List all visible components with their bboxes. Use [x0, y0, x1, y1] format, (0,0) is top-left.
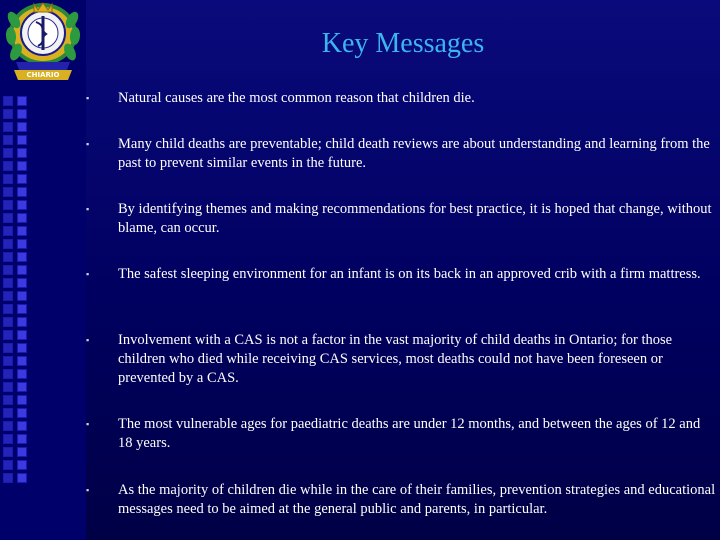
decorative-square	[3, 252, 13, 262]
decorative-square	[3, 174, 13, 184]
decorative-square-strip	[3, 96, 27, 492]
decorative-square	[3, 382, 13, 392]
decorative-square	[17, 447, 27, 457]
logo-text: CHIARIO	[26, 71, 60, 79]
bullet-marker: ▪	[86, 139, 90, 149]
bullet-text: By identifying themes and making recommendations for best practice, it is hoped that change, without blame, can occur.	[118, 201, 712, 236]
decorative-square	[3, 343, 13, 353]
bullet-marker: ▪	[86, 335, 90, 345]
decorative-square	[17, 96, 27, 106]
decorative-square	[3, 226, 13, 236]
decorative-square	[17, 473, 27, 483]
left-sidebar	[0, 0, 86, 540]
decorative-square	[3, 239, 13, 249]
decorative-square	[17, 395, 27, 405]
decorative-square	[3, 291, 13, 301]
decorative-square	[17, 161, 27, 171]
decorative-square	[3, 408, 13, 418]
decorative-square	[17, 148, 27, 158]
bullet-marker: ▪	[86, 204, 90, 214]
decorative-square	[3, 317, 13, 327]
decorative-square	[17, 460, 27, 470]
decorative-square	[17, 226, 27, 236]
decorative-square	[3, 473, 13, 483]
decorative-square	[17, 109, 27, 119]
decorative-square	[3, 330, 13, 340]
decorative-square	[3, 200, 13, 210]
decorative-square	[17, 187, 27, 197]
decorative-square	[17, 356, 27, 366]
bullet-text: Involvement with a CAS is not a factor in the vast majority of child deaths in Ontario; for those children who died while receiving CAS services, most deaths could not have been foreseen or prevented by a CAS.	[118, 332, 673, 386]
decorative-square	[3, 356, 13, 366]
decorative-square	[17, 200, 27, 210]
decorative-square	[17, 265, 27, 275]
decorative-square	[3, 421, 13, 431]
decorative-square	[17, 330, 27, 340]
slide-title: Key Messages	[321, 28, 485, 59]
decorative-square	[3, 460, 13, 470]
decorative-square	[3, 278, 13, 288]
decorative-square	[17, 122, 27, 132]
bullet-marker: ▪	[86, 485, 90, 495]
decorative-square	[17, 421, 27, 431]
bullet-marker: ▪	[86, 93, 90, 103]
decorative-square	[17, 213, 27, 223]
decorative-square	[3, 304, 13, 314]
decorative-square	[3, 447, 13, 457]
decorative-square	[3, 122, 13, 132]
decorative-square	[3, 161, 13, 171]
decorative-square	[17, 434, 27, 444]
decorative-square	[17, 291, 27, 301]
decorative-square	[3, 135, 13, 145]
decorative-square	[17, 252, 27, 262]
bullet-text: Many child deaths are preventable; child death reviews are about understanding and learning from the past to prevent similar events in the future.	[118, 136, 710, 171]
bullet-text: The safest sleeping environment for an infant is on its back in an approved crib with a firm mattress.	[118, 266, 701, 282]
decorative-square	[3, 434, 13, 444]
decorative-square	[17, 174, 27, 184]
decorative-square	[17, 135, 27, 145]
decorative-square	[3, 148, 13, 158]
bullet-text: The most vulnerable ages for paediatric deaths are under 12 months, and between the ages of 12 and 18 years.	[118, 416, 701, 451]
decorative-square	[17, 408, 27, 418]
decorative-square	[3, 213, 13, 223]
bullet-marker: ▪	[86, 419, 90, 429]
bullet-text: Natural causes are the most common reason that children die.	[118, 90, 475, 106]
decorative-square	[3, 395, 13, 405]
bullet-marker: ▪	[86, 269, 90, 279]
bullet-text: As the majority of children die while in the care of their families, prevention strategies and educational messages need to be aimed at the general public and parents, in particular.	[118, 482, 716, 517]
decorative-square	[17, 304, 27, 314]
decorative-square	[3, 109, 13, 119]
decorative-square	[17, 317, 27, 327]
decorative-square	[17, 343, 27, 353]
decorative-square	[3, 187, 13, 197]
decorative-square	[3, 265, 13, 275]
decorative-square	[17, 239, 27, 249]
decorative-square	[3, 369, 13, 379]
decorative-square	[17, 369, 27, 379]
decorative-square	[3, 96, 13, 106]
decorative-square	[17, 278, 27, 288]
decorative-square	[17, 382, 27, 392]
